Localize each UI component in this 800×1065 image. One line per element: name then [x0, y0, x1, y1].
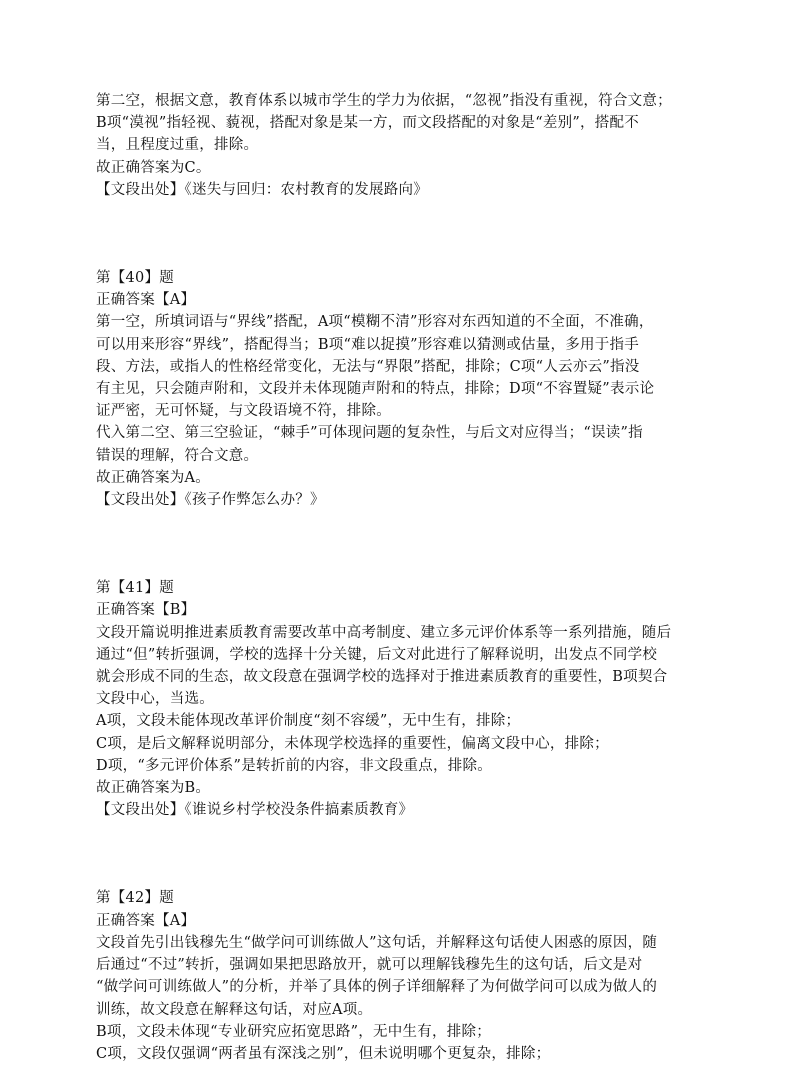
- paragraph-line: B项“漠视”指轻视、藐视，搭配对象是某一方，而文段搭配的对象是“差别”，搭配不: [96, 115, 640, 132]
- paragraph-line: 段、方法，或指人的性格经常变化，无法与“界限”搭配，排除；C项“人云亦云”指没: [96, 358, 640, 375]
- correct-answer: 正确答案【A】: [96, 292, 196, 309]
- section-spacer: [96, 821, 704, 887]
- correct-answer: 正确答案【B】: [96, 602, 196, 619]
- question-41-section: [96, 577, 704, 821]
- section-spacer: [96, 201, 704, 267]
- paragraph-line: 有主见，只会随声附和，文段并未体现随声附和的特点，排除；D项“不容置疑”表示论: [96, 381, 655, 398]
- paragraph-line: 证严密，无可怀疑，与文段语境不符，排除。: [96, 403, 391, 420]
- option-analysis: A项，文段未能体现改革评价制度“刻不容缓”，无中生有，排除；: [96, 713, 521, 730]
- option-analysis: C项，文段仅强调“两者虽有深浅之别”，但未说明哪个更复杂，排除；: [96, 1045, 551, 1062]
- paragraph-line: 训练，故文段意在解释这句话，对应A项。: [96, 1001, 373, 1018]
- question-title: 第【40】题: [96, 270, 174, 287]
- correct-answer: 正确答案【A】: [96, 912, 196, 929]
- paragraph-line: 可以用来形容“界线”，搭配得当；B项“难以捉摸”形容难以猜测或估量，多用于指手: [96, 336, 640, 353]
- answer-summary: 故正确答案为C。: [96, 159, 211, 176]
- paragraph-line: 就会形成不同的生态，故文段意在强调学校的选择对于推进素质教育的重要性，B项契合: [96, 669, 668, 686]
- question-42-section: [96, 887, 704, 1065]
- paragraph-line: 代入第二空、第三空验证，“棘手”可体现问题的复杂性，与后文对应得当；“误读”指: [96, 425, 643, 442]
- option-analysis: D项，“多元评价体系”是转折前的内容，非文段重点，排除。: [96, 757, 492, 774]
- source-citation: 【文段出处】《迷失与回归：农村教育的发展路向》: [96, 181, 428, 198]
- option-analysis: C项，是后文解释说明部分，未体现学校选择的重要性，偏离文段中心，排除；: [96, 735, 609, 752]
- paragraph-line: 通过“但”转折强调，学校的选择十分关键，后文对此进行了解释说明，出发点不同学校: [96, 646, 658, 663]
- question-title: 第【42】题: [96, 890, 174, 907]
- paragraph-line: 文段首先引出钱穆先生“做学问可训练做人”这句话，并解释这句话使人困惑的原因，随: [96, 934, 658, 951]
- section-spacer: [96, 511, 704, 577]
- paragraph-line: 文段中心，当选。: [96, 691, 214, 708]
- question-title: 第【41】题: [96, 580, 174, 597]
- paragraph-line: 后通过“不过”转折，强调如果把思路放开，就可以理解钱穆先生的这句话，后文是对: [96, 957, 643, 974]
- option-analysis: B项，文段未体现“专业研究应拓宽思路”，无中生有，排除；: [96, 1023, 491, 1040]
- intro-section: [96, 90, 704, 201]
- source-citation: 【文段出处】《谁说乡村学校没条件搞素质教育》: [96, 802, 414, 819]
- paragraph-line: 当，且程度过重，排除。: [96, 137, 259, 154]
- paragraph-line: 文段开篇说明推进素质教育需要改革中高考制度、建立多元评价体系等一系列措施，随后: [96, 624, 672, 641]
- paragraph-line: “做学问可训练做人”的分析，并举了具体的例子详细解释了为何做学问可以成为做人的: [96, 979, 658, 996]
- source-citation: 【文段出处】《孩子作弊怎么办？》: [96, 492, 325, 509]
- question-40-section: [96, 267, 704, 511]
- answer-summary: 故正确答案为A。: [96, 469, 210, 486]
- answer-summary: 故正确答案为B。: [96, 780, 211, 797]
- paragraph-line: 第二空，根据文意，教育体系以城市学生的学力为依据，“忽视”指没有重视，符合文意；: [96, 93, 672, 109]
- paragraph-line: 错误的理解，符合文意。: [96, 447, 259, 464]
- paragraph-line: 第一空，所填词语与“界线”搭配，A项“模糊不清”形容对东西知道的不全面，不准确，: [96, 314, 654, 331]
